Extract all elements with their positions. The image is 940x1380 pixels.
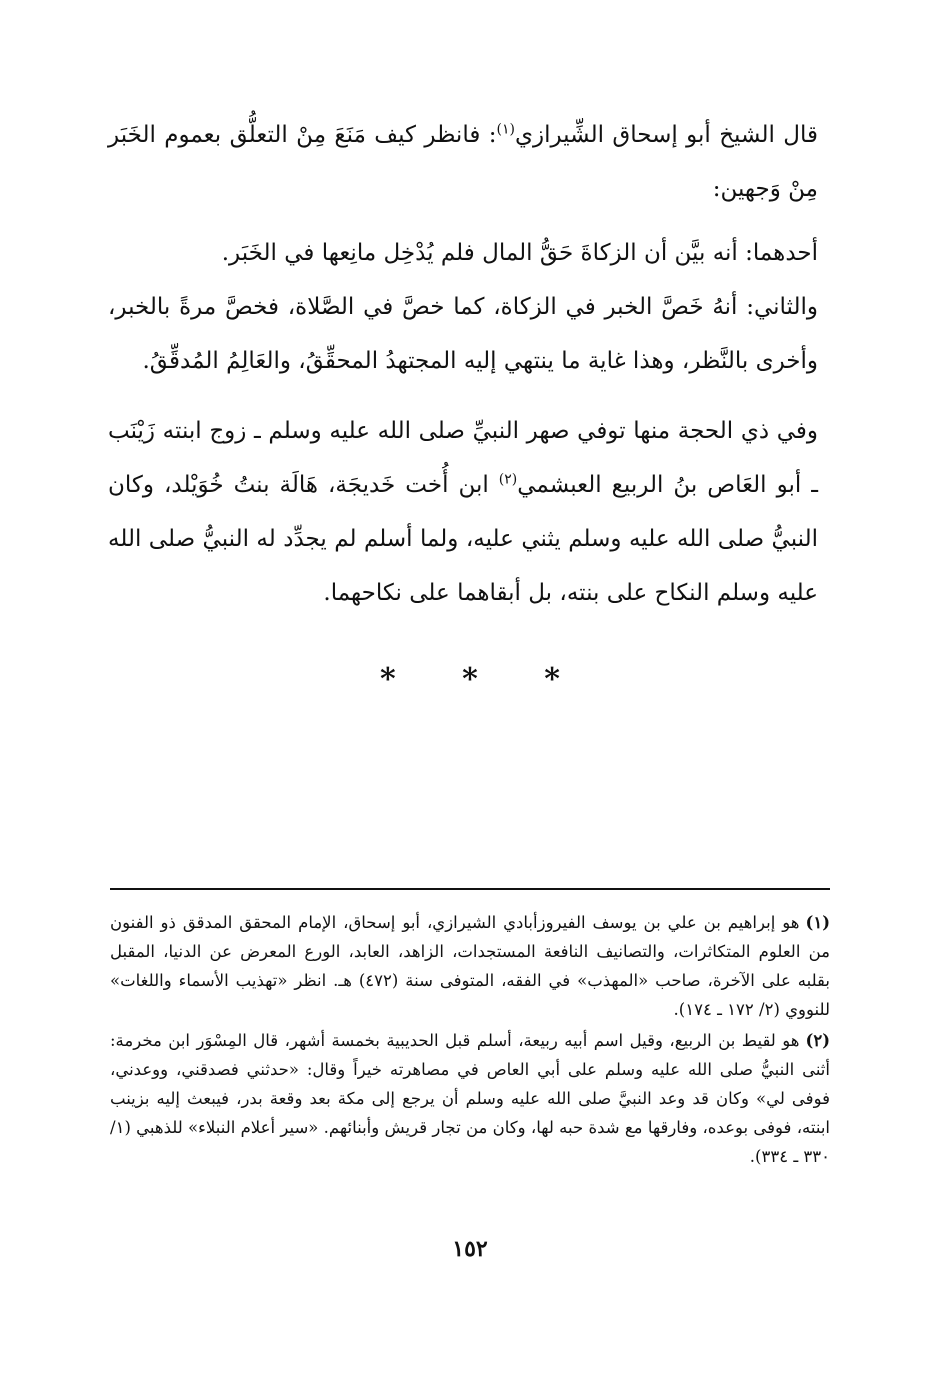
star-ornament: * — [462, 662, 478, 697]
text-run: وفي ذي الحجة منها توفي صهر النبيِّ صلى الله عليه وسلم ـ زوج ابنته زَيْنَب ـ أبو العَاص بنُ الربيع العبشمي — [108, 418, 818, 498]
text-run: قال الشيخ أبو إسحاق الشِّيرازي — [514, 122, 819, 148]
footnote-1 — [110, 908, 830, 1024]
footnote-number: (١) — [805, 913, 830, 932]
paragraph-abul-as — [108, 404, 818, 620]
footnote-marker-2[interactable]: (٢) — [498, 471, 518, 488]
main-text — [108, 108, 818, 620]
footnotes — [110, 908, 830, 1173]
section-separator — [380, 662, 560, 697]
footnote-text: هو لقيط بن الربيع، وقيل اسم أبيه ربيعة، أسلم قبل الحديبية بخمسة أشهر، قال المِسْوَر ابن مخرمة: أثنى النبيُّ صلى الله عليه وسلم على أبي العاص في مصاهرته خيراً وقال: «حدثني فصدقني، ووعدني، فوفى لي» وكان قد وعد النبيَّ صلى الله عليه وسلم أن يرجع إلى مكة بعد وقعة بدر، فيبعث إليه بزينب ابنته، فوفى بوعده، وفارقها مع شدة حبه لها، وكان من تجار قريش وأبنائهم. «سير أعلام النبلاء» للذهبي (١/ ٣٣٠ ـ ٣٣٤). — [110, 1031, 830, 1166]
footnote-divider — [110, 888, 830, 890]
text-run: ابن أُخت خَديجَة، هَالَة بنتُ خُوَيْلد، وكان النبيُّ صلى الله عليه وسلم يثني عليه، ولما أسلم لم يجدِّد له النبيُّ صلى الله عليه وسلم النكاح على بنته، بل أبقاهما على نكاحهما. — [108, 472, 818, 606]
footnote-2 — [110, 1026, 830, 1171]
footnote-marker-1[interactable]: (١) — [496, 121, 515, 138]
text-run: : فانظر كيف مَنَعَ مِنْ التعلُّق بعموم الخَبَر مِنْ وَجهين: — [108, 122, 818, 202]
star-ornament: * — [380, 662, 396, 697]
footnote-text: هو إبراهيم بن علي بن يوسف الفيروزأبادي الشيرازي، أبو إسحاق، الإمام المحقق المدقق ذو الفنون من العلوم المتكاثرات، والتصانيف النافعة المستجدات، الزاهد، العابد، الورع المعرض عن الدنيا، المقبل بقلبه على الآخرة، صاحب «المهذب» في الفقه، المتوفى سنة (٤٧٢) هـ. انظر «تهذيب الأسماء واللغات» للنووي (٢/ ١٧٢ ـ ١٧٤). — [110, 913, 830, 1019]
footnote-number: (٢) — [805, 1031, 830, 1050]
star-ornament: * — [544, 662, 560, 697]
paragraph-shirazi-quote — [108, 108, 818, 216]
page-number: ١٥٢ — [452, 1236, 488, 1262]
paragraph-second-point: والثاني: أنهُ خَصَّ الخبر في الزكاة، كما خصَّ في الصَّلاة، فخصَّ مرةً بالخبر، وأخرى بالنَّظر، وهذا غاية ما ينتهي إليه المجتهدُ المحقِّقُ، والعَالِمُ المُدقِّقُ. — [108, 294, 818, 374]
paragraph-first-point: أحدهما: أنه بيَّن أن الزكاةَ حَقُّ المال فلم يُدْخِل مانِعها في الخَبَر. — [221, 240, 818, 266]
